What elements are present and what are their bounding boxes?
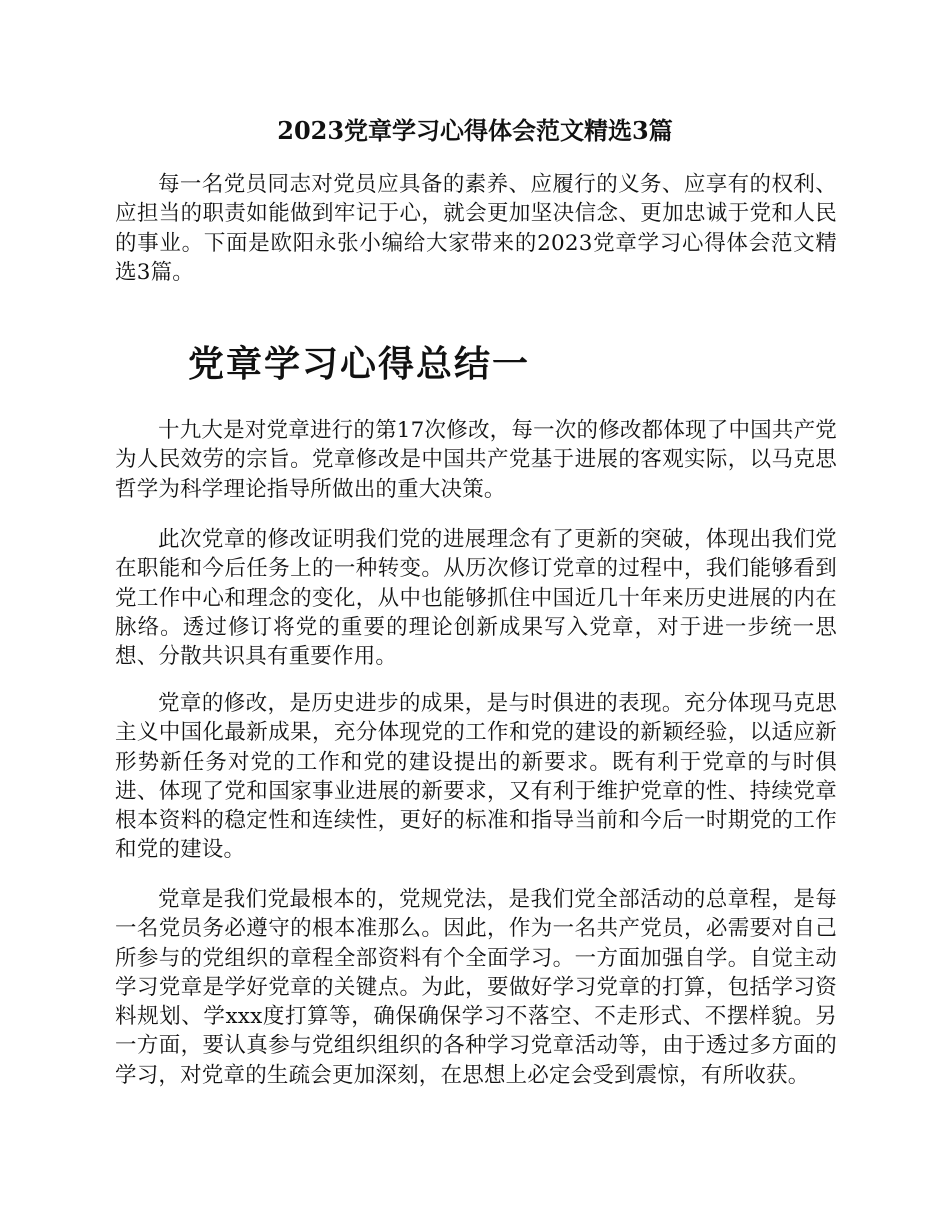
body-paragraph-2: 此次党章的修改证明我们党的进展理念有了更新的突破，体现出我们党在职能和今后任务上的一种转变。从历次修订党章的过程中，我们能够看到党工作中心和理念的变化，从中也能够抓住中国近几十年来历史进展的内在脉络。透过修订将党的重要的理论创新成果写入党章，对于进一步统一思想、分散共识具有重要作用。 [115, 527, 837, 670]
body-paragraph-1: 十九大是对党章进行的第17次修改，每一次的修改都体现了中国共产党为人民效劳的宗旨。党章修改是中国共产党基于进展的客观实际，以马克思哲学为科学理论指导所做出的重大决策。 [115, 418, 837, 502]
body-paragraph-3: 党章的修改，是历史进步的成果，是与时俱进的表现。充分体现马克思主义中国化最新成果，充分体现党的工作和党的建设的新颖经验，以适应新形势新任务对党的工作和党的建设提出的新要求。既有利于党章的与时俱进、体现了党和国家事业进展的新要求，又有利于维护党章的性、持续党章根本资料的稳定性和连续性，更好的标准和指导当前和今后一时期党的工作和党的建设。 [115, 691, 837, 863]
intro-paragraph: 每一名党员同志对党员应具备的素养、应履行的义务、应享有的权利、应担当的职责如能做到牢记于心，就会更加坚决信念、更加忠诚于党和人民的事业。下面是欧阳永张小编给大家带来的2023党章学习心得体会范文精选3篇。 [115, 172, 837, 285]
body-paragraph-4: 党章是我们党最根本的，党规党法，是我们党全部活动的总章程，是每一名党员务必遵守的根本准那么。因此，作为一名共产党员，必需要对自己所参与的党组织的章程全部资料有个全面学习。一方面加强自学。自觉主动学习党章是学好党章的关键点。为此，要做好学习党章的打算，包括学习资料规划、学xxx度打算等，确保确保学习不落空、不走形式、不摆样貌。另一方面，要认真参与党组织组织的各种学习党章活动等，由于透过多方面的学习，对党章的生疏会更加深刻，在思想上必定会受到震惊，有所收获。 [115, 887, 837, 1088]
document-title: 2023党章学习心得体会范文精选3篇 [277, 116, 673, 145]
section-heading: 党章学习心得总结一 [188, 344, 531, 385]
